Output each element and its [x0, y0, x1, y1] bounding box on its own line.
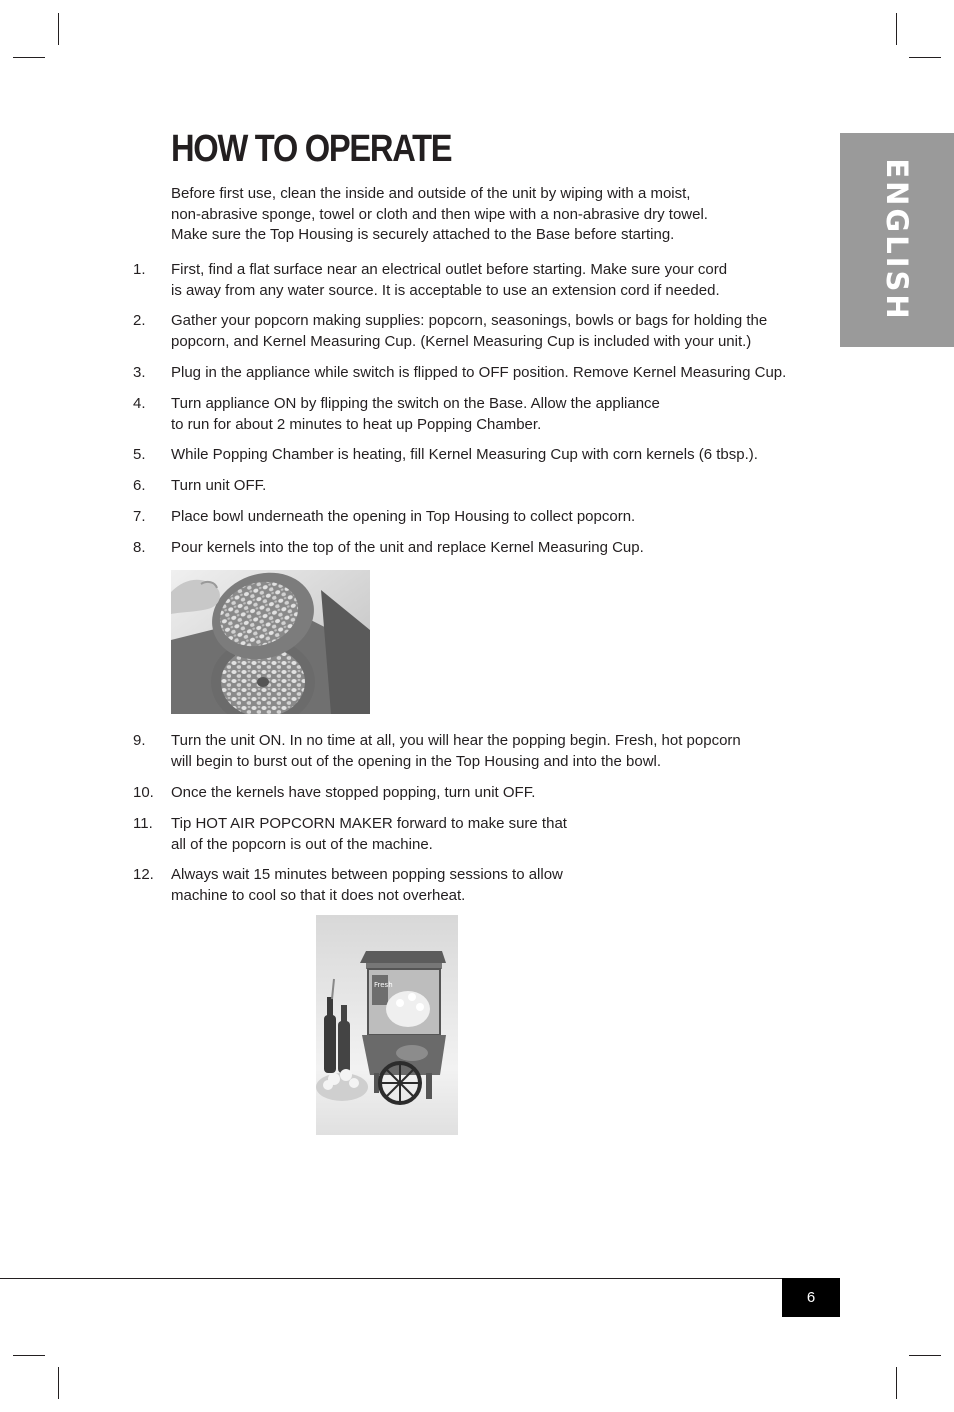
intro-line: Before first use, clean the inside and outside of the unit by wiping with a moist,: [171, 185, 691, 202]
step-number: 7.: [133, 508, 146, 525]
crop-mark: [58, 1367, 59, 1399]
step-number: 8.: [133, 539, 146, 556]
step-text: [171, 814, 861, 855]
step-text: [171, 731, 861, 772]
step-text: [171, 311, 861, 352]
step-number: 6.: [133, 477, 146, 494]
step-line: Turn the unit ON. In no time at all, you will hear the popping begin. Fresh, hot popcorn: [171, 732, 741, 749]
step-text: [171, 507, 861, 528]
step-line: First, find a flat surface near an electrical outlet before starting. Make sure your cord: [171, 261, 728, 278]
step-text: [171, 394, 861, 435]
step-line: is away from any water source. It is acceptable to use an extension cord if needed.: [171, 281, 720, 299]
crop-mark: [909, 1355, 941, 1356]
page-title: HOW TO OPERATE: [171, 128, 452, 170]
step-line: Turn unit OFF.: [171, 477, 267, 494]
step-text: [171, 538, 861, 559]
language-tab-label: ENGLISH: [880, 158, 914, 322]
step-line: While Popping Chamber is heating, fill Kernel Measuring Cup with corn kernels (6 tbsp.).: [171, 446, 758, 463]
step-number: 11.: [133, 815, 153, 832]
step-number: 4.: [133, 395, 146, 412]
step-text: [171, 783, 861, 804]
step-text: [171, 363, 861, 384]
step-line: to run for about 2 minutes to heat up Popping Chamber.: [171, 415, 542, 433]
crop-mark: [896, 13, 897, 45]
crop-mark: [909, 57, 941, 58]
step-line: machine to cool so that it does not overheat.: [171, 886, 466, 904]
step-line: Always wait 15 minutes between popping sessions to allow: [171, 866, 563, 883]
intro-paragraph: [171, 184, 811, 246]
step-text: [171, 260, 861, 301]
step-line: Place bowl underneath the opening in Top Housing to collect popcorn.: [171, 508, 636, 525]
crop-mark: [13, 1355, 45, 1356]
step-number: 9.: [133, 732, 146, 749]
step-number: 12.: [133, 866, 154, 883]
step-line: popcorn, and Kernel Measuring Cup. (Kernel Measuring Cup is included with your unit.): [171, 332, 752, 350]
step-line: Pour kernels into the top of the unit and replace Kernel Measuring Cup.: [171, 539, 644, 556]
step-text: [171, 865, 861, 906]
kernels-photo: [171, 570, 370, 714]
step-line: Turn appliance ON by flipping the switch on the Base. Allow the appliance: [171, 395, 660, 412]
step-number: 2.: [133, 312, 146, 329]
popcorn-cart-photo: [316, 915, 458, 1135]
crop-mark: [13, 57, 45, 58]
step-line: Once the kernels have stopped popping, turn unit OFF.: [171, 784, 536, 801]
intro-line: non-abrasive sponge, towel or cloth and then wipe with a non-abrasive dry towel.: [171, 205, 708, 223]
step-number: 3.: [133, 364, 146, 381]
step-line: all of the popcorn is out of the machine.: [171, 835, 433, 853]
footer-rule: [0, 1278, 840, 1279]
step-text: [171, 476, 861, 497]
step-number: 5.: [133, 446, 146, 463]
crop-mark: [58, 13, 59, 45]
step-line: Tip HOT AIR POPCORN MAKER forward to make sure that: [171, 815, 567, 832]
step-number: 10.: [133, 784, 154, 801]
intro-line: Make sure the Top Housing is securely attached to the Base before starting.: [171, 226, 675, 243]
cart-sign: Fresh: [374, 981, 393, 989]
step-number: 1.: [133, 261, 146, 278]
step-line: Plug in the appliance while switch is flipped to OFF position. Remove Kernel Measuring Cup.: [171, 364, 787, 381]
page-number: 6: [782, 1278, 840, 1317]
step-line: will begin to burst out of the opening in the Top Housing and into the bowl.: [171, 752, 662, 770]
step-line: Gather your popcorn making supplies: popcorn, seasonings, bowls or bags for holding the: [171, 312, 768, 329]
crop-mark: [896, 1367, 897, 1399]
step-text: [171, 445, 861, 466]
